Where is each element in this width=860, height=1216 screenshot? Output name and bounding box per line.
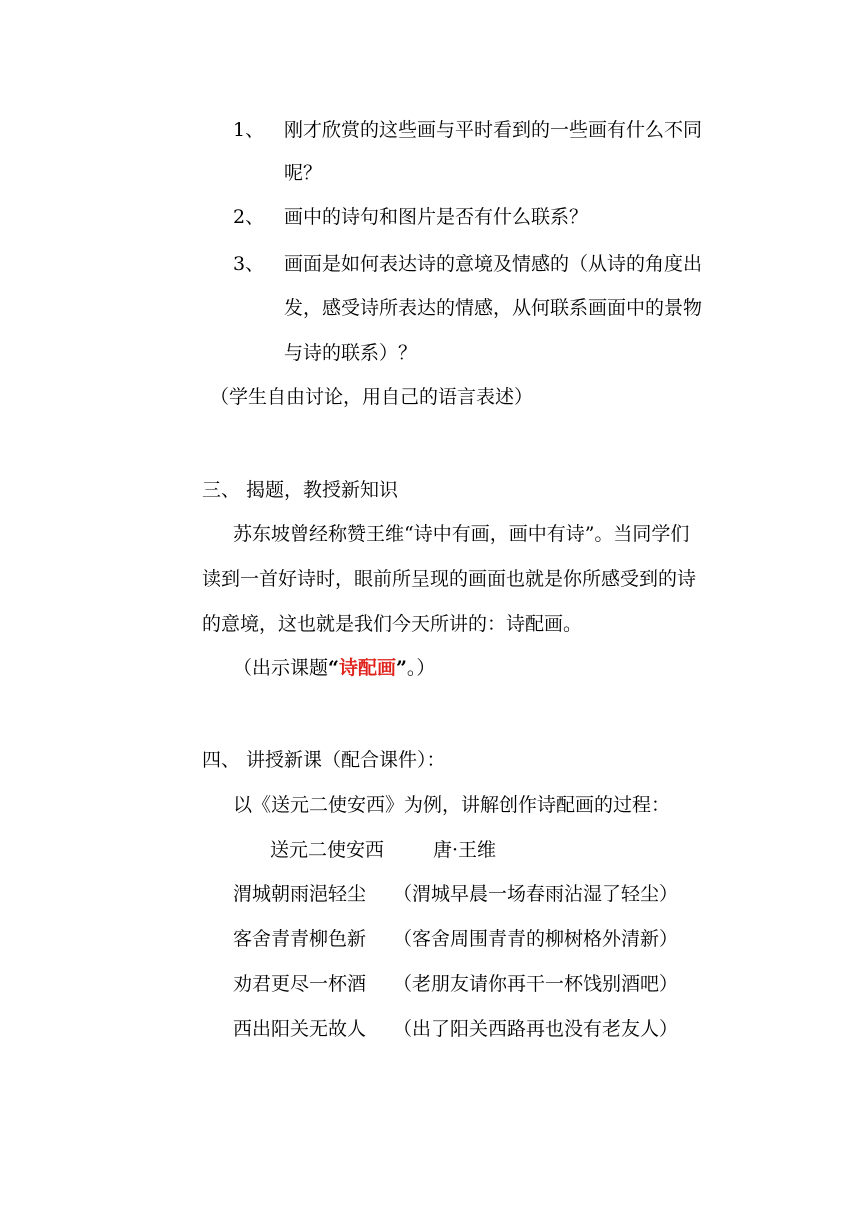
poem-gloss: （客舍周围青青的柳树格外清新） xyxy=(393,928,679,950)
show-title-open-quote: “ xyxy=(328,657,339,679)
poem-gloss: （渭城早晨一场春雨沾湿了轻尘） xyxy=(393,883,679,905)
question-3-line-3: 与诗的联系）？ xyxy=(284,342,418,364)
section-3-para-line-1: 苏东坡曾经称赞王维“诗中有画，画中有诗”。当同学们 xyxy=(233,523,690,545)
poem-gloss: （老朋友请你再干一杯饯别酒吧） xyxy=(393,973,679,995)
poem-author: 唐·王维 xyxy=(433,839,497,861)
show-title-prefix: （出示课题 xyxy=(233,657,329,679)
question-3-number: 3、 xyxy=(233,253,265,275)
section-3-para-line-3: 的意境，这也就是我们今天所讲的：诗配画。 xyxy=(202,613,583,635)
poem-row xyxy=(233,926,678,952)
poem-row xyxy=(233,881,678,907)
poem-row xyxy=(233,971,678,997)
poem-gloss: （出了阳关西路再也没有老友人） xyxy=(393,1018,679,1040)
poem-line: 客舍青青柳色新 xyxy=(233,928,367,950)
show-title-suffix: 。） xyxy=(406,657,436,679)
poem-line: 渭城朝雨浥轻尘 xyxy=(233,883,367,905)
question-2-line-1: 画中的诗句和图片是否有什么联系？ xyxy=(284,206,589,228)
show-title-note xyxy=(233,655,435,681)
show-title-close-quote: ” xyxy=(395,657,407,679)
question-2-number: 2、 xyxy=(233,206,265,228)
poem-line: 劝君更尽一杯酒 xyxy=(233,973,367,995)
question-3-line-2: 发，感受诗所表达的情感，从何联系画面中的景物 xyxy=(284,297,703,319)
question-1-line-1: 刚才欣赏的这些画与平时看到的一些画有什么不同 xyxy=(284,119,703,141)
section-3-heading: 三、 揭题，教授新知识 xyxy=(202,479,399,501)
section-3-para-line-2: 读到一首好诗时，眼前所呈现的画面也就是你所感受到的诗 xyxy=(202,568,697,590)
question-3-line-1: 画面是如何表达诗的意境及情感的（从诗的角度出 xyxy=(284,253,703,275)
section-4-heading: 四、 讲授新课（配合课件）： xyxy=(202,749,446,771)
poem-row xyxy=(233,1016,678,1042)
discussion-note: （学生自由讨论，用自己的语言表述） xyxy=(210,386,534,408)
question-1-line-2: 呢？ xyxy=(284,162,323,184)
section-4-intro: 以《送元二使安西》为例，讲解创作诗配画的过程： xyxy=(233,794,671,816)
question-1-number: 1、 xyxy=(233,119,265,141)
show-title-highlight: 诗配画 xyxy=(338,657,396,679)
poem-line: 西出阳关无故人 xyxy=(233,1018,367,1040)
poem-title: 送元二使安西 xyxy=(270,839,385,861)
